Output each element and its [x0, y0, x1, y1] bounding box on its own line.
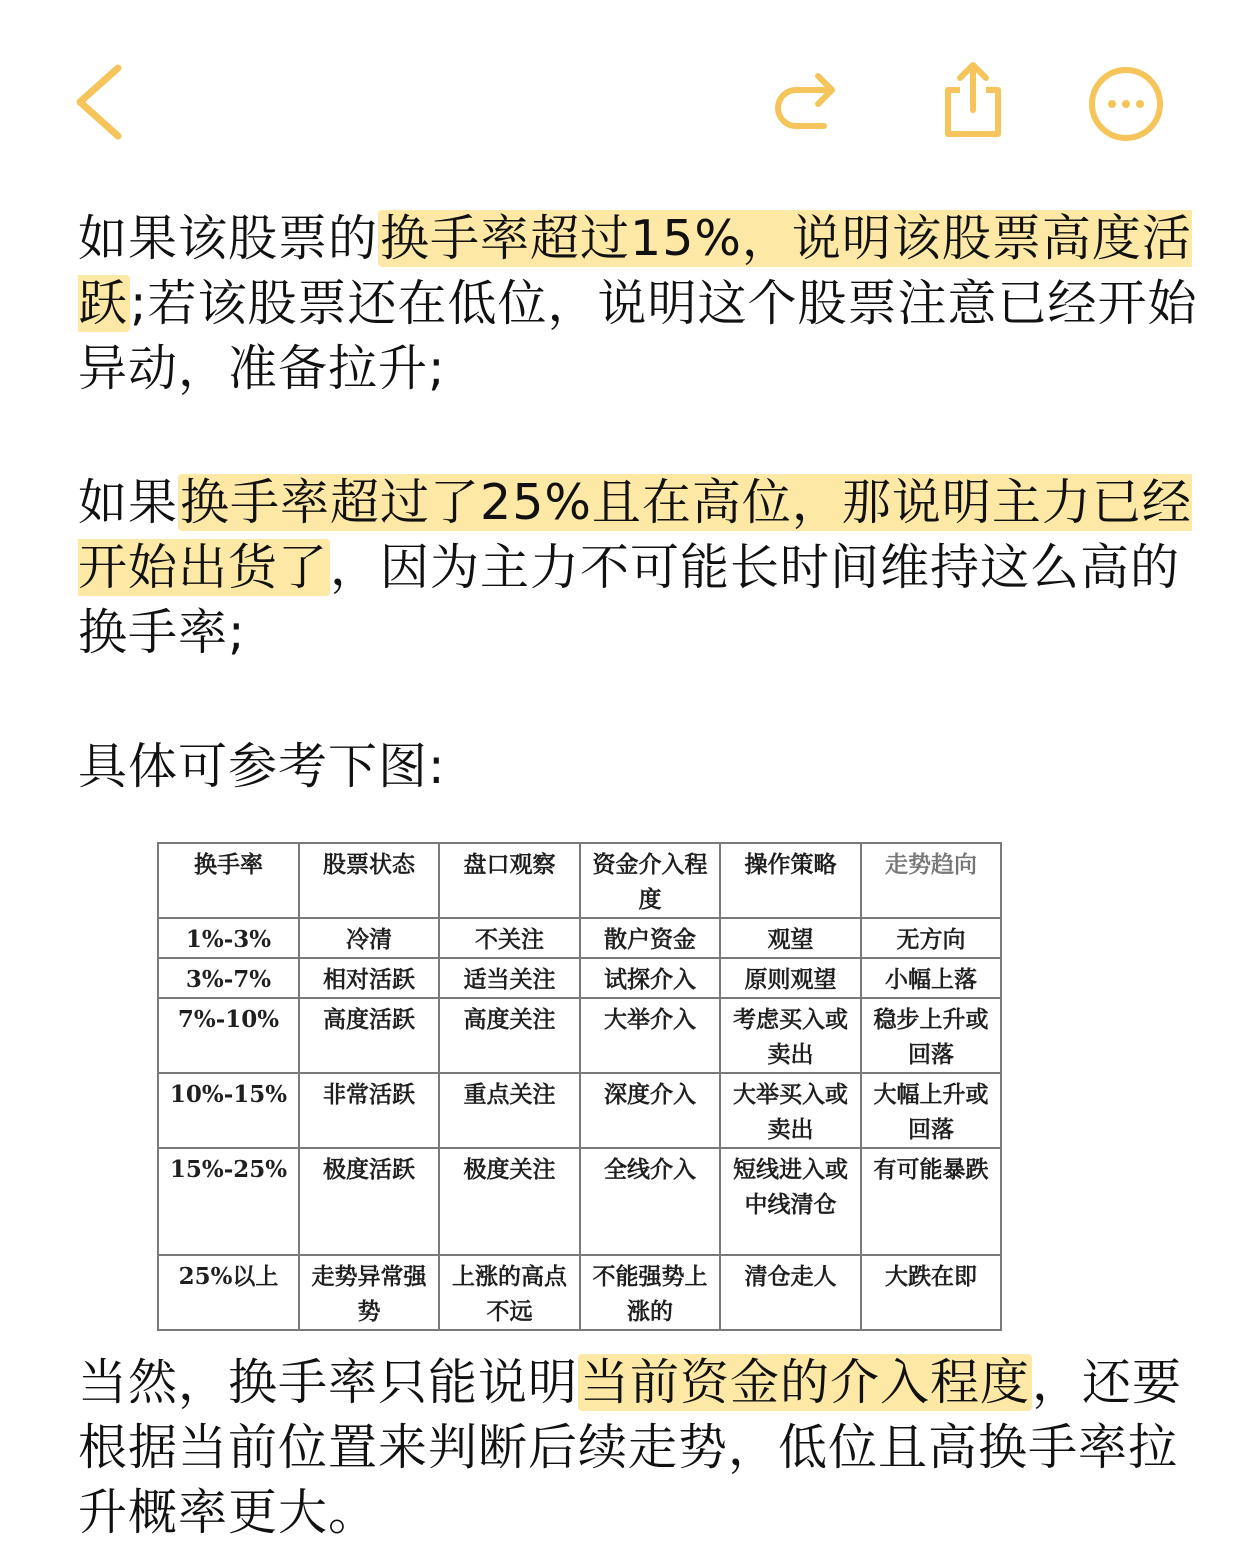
share-upload-icon[interactable]	[938, 60, 1008, 140]
table-header-cell: 换手率	[158, 843, 299, 918]
table-row	[158, 1073, 1001, 1148]
table-cell: 高度关注	[439, 998, 580, 1073]
table-cell: 极度活跃	[299, 1148, 439, 1255]
table-cell: 稳步上升或回落	[861, 998, 1001, 1073]
table-row	[158, 1148, 1001, 1255]
table-cell: 全线介入	[580, 1148, 720, 1255]
table-cell: 考虑买入或卖出	[720, 998, 861, 1073]
table-cell: 大举介入	[580, 998, 720, 1073]
table-cell: 大跌在即	[861, 1255, 1001, 1330]
paragraph-1	[78, 206, 1198, 401]
table-cell: 高度活跃	[299, 998, 439, 1073]
table-cell: 观望	[720, 918, 861, 958]
table-cell: 大幅上升或回落	[861, 1073, 1001, 1148]
turnover-rate-table	[157, 842, 1002, 1331]
table-cell: 无方向	[861, 918, 1001, 958]
table-cell: 重点关注	[439, 1073, 580, 1148]
paragraph-text: 当然，换手率只能说明	[78, 1354, 579, 1411]
table-cell: 走势异常强势	[299, 1255, 439, 1330]
paragraph-text: ;若该股票还在低位，说明这个股票注意已经开始异动，准备拉升;	[78, 275, 1198, 397]
highlighted-text: 换手率超过了25%且在高位，那说明主力已经开始出货了	[78, 474, 1192, 596]
table-row	[158, 918, 1001, 958]
table-cell: 相对活跃	[299, 958, 439, 998]
table-cell: 冷清	[299, 918, 439, 958]
table-cell: 小幅上落	[861, 958, 1001, 998]
table-cell: 1%-3%	[158, 918, 299, 958]
table-cell: 非常活跃	[299, 1073, 439, 1148]
table-cell: 有可能暴跌	[861, 1148, 1001, 1255]
table-cell: 10%-15%	[158, 1073, 299, 1148]
chevron-left-icon[interactable]	[70, 62, 130, 142]
table-header-cell: 资金介入程度	[580, 843, 720, 918]
paragraph-text: ，因为主力不可能长时间维持这么高的换手率;	[78, 539, 1181, 661]
more-dots-icon[interactable]	[1086, 64, 1166, 144]
table-cell: 大举买入或卖出	[720, 1073, 861, 1148]
table-row	[158, 998, 1001, 1073]
table-cell: 7%-10%	[158, 998, 299, 1073]
paragraph-3	[78, 734, 1198, 799]
table-cell: 深度介入	[580, 1073, 720, 1148]
table-cell: 试探介入	[580, 958, 720, 998]
redo-arrow-icon[interactable]	[770, 66, 842, 138]
paragraph-text: 具体可参考下图:	[78, 738, 446, 795]
table-cell: 清仓走人	[720, 1255, 861, 1330]
table-cell: 原则观望	[720, 958, 861, 998]
table-cell: 上涨的高点不远	[439, 1255, 580, 1330]
table-cell: 适当关注	[439, 958, 580, 998]
paragraph-2	[78, 470, 1198, 665]
paragraph-text: ，还要根据当前位置来判断后续走势，低位且高换手率拉升概率更大。	[78, 1354, 1183, 1541]
table-row	[158, 1255, 1001, 1330]
table-cell: 极度关注	[439, 1148, 580, 1255]
table-cell: 不能强势上涨的	[580, 1255, 720, 1330]
table-row	[158, 958, 1001, 998]
table-cell: 不关注	[439, 918, 580, 958]
top-nav-bar	[0, 0, 1242, 190]
turnover-rate-table-image	[157, 842, 1000, 1325]
table-cell: 散户资金	[580, 918, 720, 958]
table-header-cell: 走势趋向	[861, 843, 1001, 918]
paragraph-text: 如果	[78, 474, 179, 531]
table-header-row	[158, 843, 1001, 918]
table-header-cell: 股票状态	[299, 843, 439, 918]
highlighted-text: 换手率超过15%，说明该股票高度活跃	[78, 210, 1192, 332]
paragraph-4	[78, 1350, 1198, 1545]
table-cell: 15%-25%	[158, 1148, 299, 1255]
paragraph-text: 如果该股票的	[78, 210, 379, 267]
table-cell: 短线进入或中线清仓	[720, 1148, 861, 1255]
table-header-cell: 操作策略	[720, 843, 861, 918]
table-header-cell: 盘口观察	[439, 843, 580, 918]
table-cell: 3%-7%	[158, 958, 299, 998]
highlighted-text: 当前资金的介入程度	[580, 1354, 1031, 1411]
table-cell: 25%以上	[158, 1255, 299, 1330]
